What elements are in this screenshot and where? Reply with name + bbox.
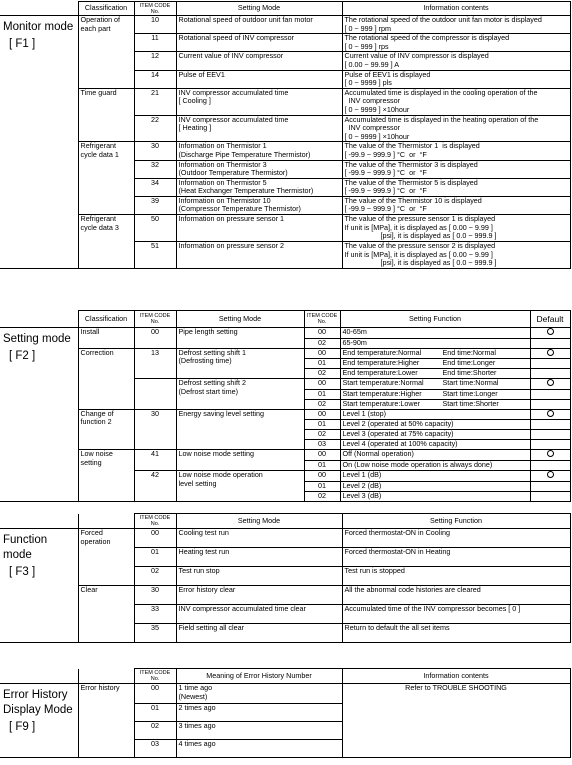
information-cell (342, 142, 570, 160)
mode-name: Error History Display Mode (3, 689, 73, 716)
mode-code: [ F2 ] (9, 350, 36, 362)
default-cell (530, 379, 570, 390)
mode-code: [ F1 ] (9, 38, 36, 50)
function-secondary: End time:Longer (442, 358, 496, 368)
setting-function-cell: Test run is stopped (342, 567, 570, 586)
function-text (343, 369, 528, 378)
setting-function-cell: All the abnormal code histories are cleared (342, 586, 570, 605)
meaning-cell: 1 time ago (Newest) (176, 684, 342, 704)
default-cell (530, 369, 570, 379)
setting-mode-cell: Information on Thermistor 5 (Heat Exchanger Temperature Thermistor) (176, 178, 342, 196)
circle-icon (547, 349, 554, 356)
function-primary: On (Low noise mode operation is always done) (342, 460, 493, 469)
information-cell: Refer to TROUBLE SHOOTING (342, 684, 570, 758)
default-cell (530, 440, 570, 450)
function-mode-table (0, 513, 571, 643)
setting-mode-header: Setting Mode (176, 2, 342, 16)
setting-function-cell (340, 491, 530, 501)
meaning-cell: 3 times ago (176, 722, 342, 740)
item-code-cell: 30 (134, 409, 176, 450)
table-row (0, 16, 570, 34)
function-primary: Start temperature:Higher (342, 389, 422, 398)
setting-mode-cell: Rotational speed of outdoor unit fan motor (176, 16, 342, 34)
function-primary: End temperature:Normal (342, 348, 422, 357)
function-text (343, 390, 528, 399)
setting-mode-cell: Low noise mode operation level setting (176, 470, 304, 501)
function-text (343, 420, 528, 429)
function-text (343, 328, 528, 337)
setting-mode-cell: Test run stop (176, 567, 342, 586)
circle-icon (547, 379, 554, 386)
function-code-cell: 02 (304, 491, 340, 501)
info-line: [psi], it is displayed as [ 0.0 ~ 999.9 ] (344, 231, 497, 241)
function-text (343, 339, 528, 348)
table-row (0, 88, 570, 115)
item-code-cell: 01 (134, 704, 176, 722)
meaning-cell: 4 times ago (176, 740, 342, 758)
info-line: The value of the pressure sensor 1 is displayed (344, 214, 496, 224)
function-code-cell: 00 (304, 379, 340, 390)
function-primary: 40-65m (342, 327, 367, 336)
information-cell (342, 242, 570, 269)
setting-mode-cell: Information on pressure sensor 1 (176, 215, 342, 242)
default-cell (530, 338, 570, 348)
info-line: Accumulated time is displayed in the heating operation of the (344, 115, 539, 124)
setting-function-cell (340, 399, 530, 409)
setting-mode-cell: Information on Thermistor 3 (Outdoor Temperature Thermistor) (176, 160, 342, 178)
item-code-cell: 00 (134, 529, 176, 548)
table-row (0, 529, 570, 548)
setting-mode-cell: Energy saving level setting (176, 409, 304, 450)
table-row (0, 684, 570, 704)
setting-mode-cell: Pipe length setting (176, 328, 304, 349)
default-header: Default (530, 311, 570, 328)
function-text (343, 471, 528, 480)
setting-mode-cell: Defrost setting shift 2 (Defrost start time) (176, 379, 304, 410)
setting-function-cell (340, 379, 530, 390)
function-secondary: End time:Shorter (442, 368, 497, 378)
info-line: [ 0 ~ 999 ] rps (344, 41, 389, 51)
function-primary: Start temperature:Normal (342, 378, 424, 388)
function-text (343, 450, 528, 459)
table-row (0, 586, 570, 605)
function-text (343, 440, 528, 449)
function-code-cell: 02 (304, 369, 340, 379)
function-primary: Start temperature:Lower (342, 399, 421, 408)
information-cell (342, 70, 570, 88)
default-cell (530, 409, 570, 420)
circle-icon (547, 410, 554, 417)
table-header (0, 311, 570, 328)
item-code-cell: 02 (134, 567, 176, 586)
item-code-cell: 41 (134, 450, 176, 471)
default-cell (530, 389, 570, 399)
function-code-cell: 02 (304, 430, 340, 440)
function-text (343, 349, 528, 358)
info-line: Accumulated time is displayed in the cooling operation of the (344, 88, 538, 97)
function-code-cell: 01 (304, 420, 340, 430)
function-text (343, 379, 528, 388)
mode-name: Monitor mode (3, 21, 74, 33)
info-line: The value of the Thermistor 5 is displayed (344, 178, 478, 187)
function-code-cell: 00 (304, 409, 340, 420)
info-line: [ -99.9 ~ 999.9 ] °C or °F (344, 149, 427, 159)
info-line: [ 0.00 ~ 99.99 ] A (344, 59, 400, 69)
item-code-cell: 21 (134, 88, 176, 115)
info-line: [psi], it is displayed as [ 0.0 ~ 999.9 ] (344, 258, 497, 268)
info-line: If unit is [MPa], it is displayed as [ 0.00 ~ 9.99 ] (344, 249, 493, 259)
default-cell (530, 481, 570, 491)
function-primary: Level 3 (operated at 75% capacity) (342, 429, 454, 439)
setting-mode-table (0, 310, 571, 502)
function-code-cell: 01 (304, 460, 340, 470)
mode-title-cell (0, 684, 78, 758)
table-row (0, 328, 570, 339)
setting-function-cell (340, 460, 530, 470)
classification-cell: Forced operation (78, 529, 134, 586)
setting-mode-cell: INV compressor accumulated time [ Heating ] (176, 115, 342, 142)
mode-name: Setting mode (3, 333, 71, 345)
function-primary: End temperature:Higher (342, 358, 420, 368)
classification-cell: Install (78, 328, 134, 349)
item-code-cell: 00 (134, 684, 176, 704)
information-cell (342, 34, 570, 52)
function-primary: 65-90m (342, 338, 367, 347)
info-line: [ -99.9 ~ 999.9 ] °C or °F (344, 186, 427, 196)
info-line: If unit is [MPa], it is displayed as [ 0.00 ~ 9.99 ] (344, 222, 493, 232)
item-code-cell: 12 (134, 52, 176, 70)
function-secondary: Start time:Normal (442, 378, 499, 388)
setting-function-cell (340, 389, 530, 399)
table-row (0, 215, 570, 242)
setting-mode-cell: Heating test run (176, 548, 342, 567)
function-code-cell: 01 (304, 481, 340, 491)
function-code-cell: 00 (304, 348, 340, 359)
setting-function-cell (340, 420, 530, 430)
classification-cell: Low noise setting (78, 450, 134, 501)
setting-function-cell (340, 328, 530, 339)
default-cell (530, 460, 570, 470)
setting-function-cell: Accumulated time of the INV compressor becomes [ 0 ] (342, 605, 570, 624)
setting-mode-header: Setting Mode (176, 514, 342, 529)
default-cell (530, 491, 570, 501)
table-header (0, 2, 570, 16)
setting-mode-header: Setting Mode (176, 311, 304, 328)
setting-function-cell (340, 409, 530, 420)
default-cell (530, 359, 570, 369)
setting-function-cell (340, 450, 530, 461)
information-cell (342, 88, 570, 115)
item-code-cell: 13 (134, 348, 176, 379)
setting-function-cell: Forced thermostat-ON in Cooling (342, 529, 570, 548)
item-code-cell: 00 (134, 328, 176, 349)
info-line: INV compressor (344, 123, 401, 133)
item-code-cell: 22 (134, 115, 176, 142)
function-code-cell: 02 (304, 399, 340, 409)
item-code-header-2: ITEM CODE No. (304, 311, 340, 328)
item-code-cell: 14 (134, 70, 176, 88)
classification-cell: Change of function 2 (78, 409, 134, 450)
setting-mode-cell: Information on Thermistor 1 (Discharge Pipe Temperature Thermistor) (176, 142, 342, 160)
setting-mode-cell: Defrost setting shift 1 (Defrosting time) (176, 348, 304, 379)
classification-header: Classification (78, 311, 134, 328)
item-code-cell: 51 (134, 242, 176, 269)
setting-function-cell (340, 481, 530, 491)
setting-mode-cell: Pulse of EEV1 (176, 70, 342, 88)
item-code-cell: 42 (134, 470, 176, 501)
function-primary: End temperature:Lower (342, 368, 418, 378)
table-row (0, 142, 570, 160)
item-code-cell: 10 (134, 16, 176, 34)
info-line: The rotational speed of the outdoor unit fan motor is displayed (344, 15, 542, 24)
setting-function-cell: Forced thermostat-ON in Heating (342, 548, 570, 567)
classification-cell: Time guard (78, 88, 134, 142)
setting-mode-cell: Information on Thermistor 10 (Compressor Temperature Thermistor) (176, 196, 342, 214)
setting-function-cell (340, 470, 530, 481)
function-text (343, 482, 528, 491)
information-cell (342, 52, 570, 70)
function-code-cell: 00 (304, 450, 340, 461)
default-cell (530, 450, 570, 461)
classification-cell: Operation of each part (78, 16, 134, 89)
circle-icon (547, 450, 554, 457)
mode-name: Function mode (3, 534, 48, 561)
default-cell (530, 399, 570, 409)
info-line: [ -99.9 ~ 999.9 ] °C or °F (344, 168, 427, 178)
info-line: The value of the Thermistor 3 is displayed (344, 160, 478, 169)
mode-code: [ F9 ] (9, 721, 36, 733)
item-code-cell: 33 (134, 605, 176, 624)
item-code-cell: 02 (134, 722, 176, 740)
item-code-cell: 03 (134, 740, 176, 758)
info-line: [ 0 ~ 9999 ] ×10hour (344, 104, 410, 114)
function-primary: Level 3 (dB) (342, 491, 382, 500)
function-code-cell: 02 (304, 338, 340, 348)
function-primary: Level 1 (stop) (342, 409, 387, 418)
function-text (343, 430, 528, 439)
function-primary: Level 4 (operated at 100% capacity) (342, 439, 458, 449)
function-code-cell: 01 (304, 389, 340, 399)
default-cell (530, 328, 570, 339)
setting-function-cell (340, 430, 530, 440)
table-row (0, 348, 570, 359)
function-primary: Level 2 (dB) (342, 481, 382, 490)
information-header: Information contents (342, 2, 570, 16)
item-code-header: ITEM CODE No. (134, 2, 176, 16)
item-code-cell: 11 (134, 34, 176, 52)
info-line: [ 0 ~ 9999 ] pls (344, 78, 392, 88)
item-code-cell: 35 (134, 624, 176, 643)
setting-function-header: Setting Function (342, 514, 570, 529)
item-code-cell: 01 (134, 548, 176, 567)
info-line: [ 0 ~ 999 ] rpm (344, 23, 392, 33)
setting-function-cell: Return to default the all set items (342, 624, 570, 643)
info-line: Pulse of EEV1 is displayed (344, 70, 431, 79)
mode-code: [ F3 ] (9, 566, 36, 578)
error-history-table (0, 668, 571, 758)
item-code-cell: 34 (134, 178, 176, 196)
table-header (0, 514, 570, 529)
function-text (343, 492, 528, 501)
function-secondary: Start time:Shorter (442, 399, 499, 408)
information-cell (342, 115, 570, 142)
info-line: INV compressor (344, 96, 401, 106)
item-code-cell: 30 (134, 142, 176, 160)
default-cell (530, 420, 570, 430)
function-text (343, 461, 528, 470)
setting-mode-cell: Rotational speed of INV compressor (176, 34, 342, 52)
table-header (0, 669, 570, 684)
setting-function-cell (340, 369, 530, 379)
default-cell (530, 470, 570, 481)
item-code-header: ITEM CODE No. (134, 311, 176, 328)
info-line: Current value of INV compressor is displayed (344, 51, 489, 61)
item-code-cell: 30 (134, 586, 176, 605)
table-row (0, 409, 570, 420)
function-primary: Level 2 (operated at 50% capacity) (342, 419, 454, 429)
information-cell (342, 178, 570, 196)
item-code-cell: 32 (134, 160, 176, 178)
information-cell (342, 16, 570, 34)
classification-cell: Refrigerant cycle data 1 (78, 142, 134, 215)
setting-mode-cell: Information on pressure sensor 2 (176, 242, 342, 269)
setting-mode-cell: Current value of INV compressor (176, 52, 342, 70)
information-cell (342, 196, 570, 214)
setting-function-header: Setting Function (340, 311, 530, 328)
information-cell (342, 215, 570, 242)
function-secondary: End time:Normal (442, 348, 497, 357)
classification-cell: Refrigerant cycle data 3 (78, 215, 134, 269)
item-code-cell: 50 (134, 215, 176, 242)
info-line: [ 0 ~ 9999 ] ×10hour (344, 131, 410, 141)
item-code-cell (134, 379, 176, 410)
classification-cell: Error history (78, 684, 134, 758)
function-primary: Level 1 (dB) (342, 470, 382, 479)
mode-title-cell (0, 16, 78, 269)
info-line: [ -99.9 ~ 999.9 ] °C or °F (344, 204, 427, 214)
setting-mode-cell: Error history clear (176, 586, 342, 605)
monitor-mode-table (0, 1, 571, 269)
setting-mode-cell: Cooling test run (176, 529, 342, 548)
item-code-header: ITEM CODE No. (134, 669, 176, 684)
classification-cell: Clear (78, 586, 134, 643)
info-line: The value of the Thermistor 1 is displayed (344, 141, 480, 151)
default-cell (530, 430, 570, 440)
mode-title-cell (0, 529, 78, 643)
function-code-cell: 03 (304, 440, 340, 450)
setting-function-cell (340, 338, 530, 348)
item-code-header: ITEM CODE No. (134, 514, 176, 529)
setting-mode-cell: Low noise mode setting (176, 450, 304, 471)
setting-mode-cell: INV compressor accumulated time [ Cooling ] (176, 88, 342, 115)
function-code-cell: 00 (304, 470, 340, 481)
setting-function-cell (340, 359, 530, 369)
function-text (343, 359, 528, 368)
mode-title-cell (0, 328, 78, 502)
function-code-cell: 00 (304, 328, 340, 339)
item-code-cell: 39 (134, 196, 176, 214)
information-cell (342, 160, 570, 178)
meaning-header: Meaning of Error History Number (176, 669, 342, 684)
meaning-cell: 2 times ago (176, 704, 342, 722)
setting-function-cell (340, 440, 530, 450)
circle-icon (547, 471, 554, 478)
function-text (343, 400, 528, 409)
function-primary: Off (Normal operation) (342, 449, 414, 459)
classification-cell: Correction (78, 348, 134, 409)
info-line: The rotational speed of the compressor is displayed (344, 33, 510, 43)
function-text (343, 410, 528, 419)
info-line: The value of the Thermistor 10 is displayed (344, 196, 482, 205)
circle-icon (547, 328, 554, 335)
info-line: The value of the pressure sensor 2 is displayed (344, 241, 496, 251)
default-cell (530, 348, 570, 359)
information-header: Information contents (342, 669, 570, 684)
classification-header: Classification (78, 2, 134, 16)
setting-mode-cell: INV compressor accumulated time clear (176, 605, 342, 624)
setting-mode-cell: Field setting all clear (176, 624, 342, 643)
function-code-cell: 01 (304, 359, 340, 369)
table-row (0, 450, 570, 461)
setting-function-cell (340, 348, 530, 359)
function-secondary: Start time:Longer (442, 389, 498, 398)
